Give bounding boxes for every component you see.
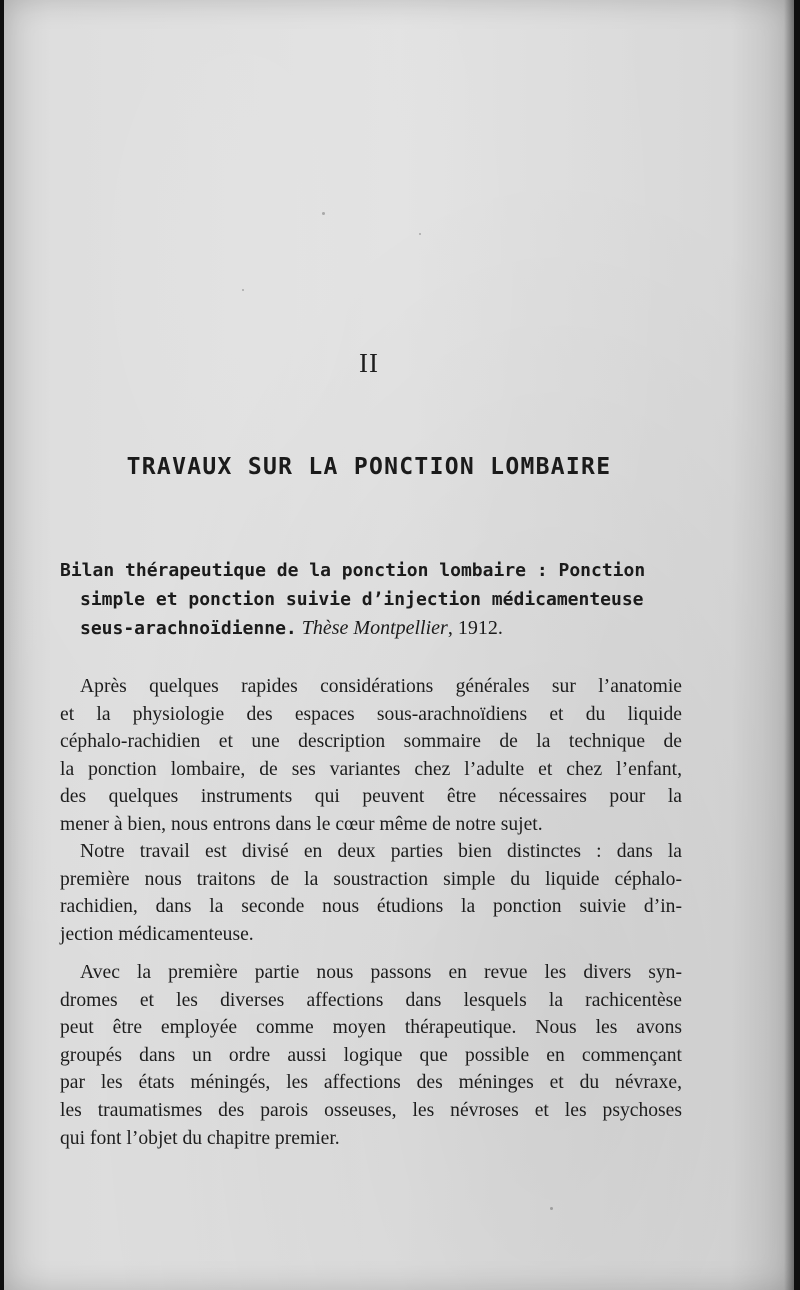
paper-speck <box>550 1207 553 1210</box>
paragraph-2 <box>60 838 682 948</box>
paragraph-line: Avec la première partie nous passons en revue les divers syn- <box>80 962 682 983</box>
paragraph-line: Après quelques rapides considérations générales sur l’anatomie <box>80 676 682 697</box>
paper-speck <box>242 289 244 291</box>
entry-title-line-2: simple et ponction suivie d’injection médicamenteuse <box>80 589 644 610</box>
page-edge-shadow <box>784 0 794 1290</box>
paragraph-1 <box>60 673 682 839</box>
paragraph-line: mener à bien, nous entrons dans le cœur même de notre sujet. <box>60 813 543 835</box>
paragraph-line: céphalo-rachidien et une description sommaire de la technique de <box>60 731 682 753</box>
paragraph-3 <box>60 959 682 1152</box>
entry-year: , 1912. <box>447 617 503 639</box>
paragraph-line: des quelques instruments qui peuvent être nécessaires pour la <box>60 786 682 808</box>
book-page <box>4 0 794 1290</box>
paper-speck <box>322 212 325 215</box>
paragraph-line: dromes et les diverses affections dans lesquels la rachicentèse <box>60 989 682 1011</box>
paragraph-line: groupés dans un ordre aussi logique que possible en commençant <box>60 1044 682 1066</box>
paragraph-line: la ponction lombaire, de ses variantes chez l’adulte et chez l’enfant, <box>60 758 682 780</box>
paragraph-line: première nous traitons de la soustraction simple du liquide céphalo- <box>60 868 682 890</box>
paragraph-line: qui font l’objet du chapitre premier. <box>60 1127 340 1149</box>
entry-title-line-3 <box>60 614 704 643</box>
entry-reference <box>297 617 503 639</box>
paragraph-line: Notre travail est divisé en deux parties bien distinctes : dans la <box>80 841 682 862</box>
bibliographic-entry <box>60 556 704 643</box>
entry-title-end: seus-arachnoïdienne. <box>80 618 297 639</box>
paragraph-line: les traumatismes des parois osseuses, les névroses et les psychoses <box>60 1099 682 1121</box>
paragraph-line: et la physiologie des espaces sous-arachnoïdiens et du liquide <box>60 703 682 725</box>
chapter-numeral: II <box>359 348 379 378</box>
paragraph-line: peut être employée comme moyen thérapeutique. Nous les avons <box>60 1017 682 1039</box>
paper-speck <box>419 233 421 235</box>
paragraph-line: jection médicamenteuse. <box>60 923 254 945</box>
paragraph-line: rachidien, dans la seconde nous étudions la ponction suivie d’in- <box>60 896 682 918</box>
entry-title-line-1: Bilan thérapeutique de la ponction lombaire : Ponction <box>60 560 646 581</box>
entry-thesis: Thèse Montpellier <box>301 617 448 639</box>
section-title: TRAVAUX SUR LA PONCTION LOMBAIRE <box>126 454 612 480</box>
paragraph-line: par les états méningés, les affections des méninges et du névraxe, <box>60 1072 682 1094</box>
